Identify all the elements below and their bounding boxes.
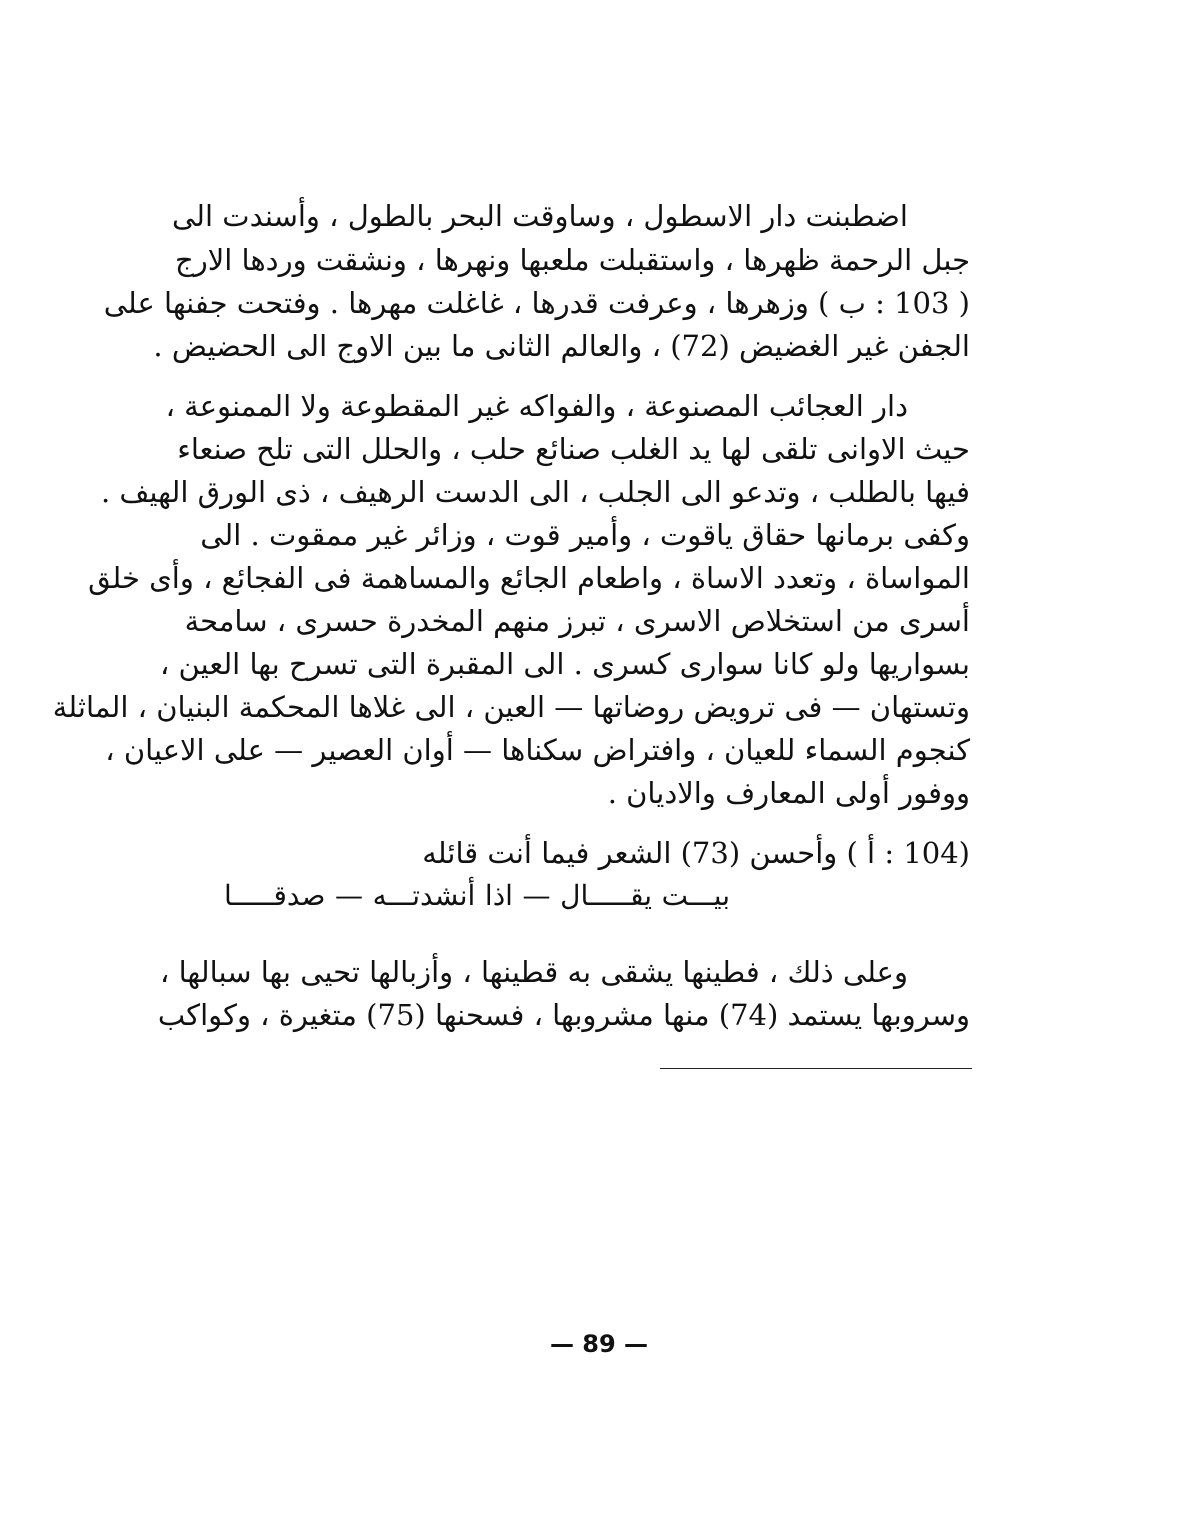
footnote-divider: [660, 1068, 972, 1069]
text-line: حيث الاوانى تلقى لها يد الغلب صنائع حلب ، والحلل التى تلح صنعاء: [177, 432, 970, 466]
text-line: اضطبنت دار الاسطول ، وساوقت البحر بالطول ، وأسندت الى: [172, 199, 908, 233]
text-line: كنجوم السماء للعيان ، وافتراض سكناها — أوان العصير — على الاعيان ،: [105, 733, 970, 767]
text-line: أسرى من استخلاص الاسرى ، تبرز منهم المخدرة حسرى ، سامحة: [184, 604, 970, 638]
text-line: وعلى ذلك ، فطينها يشقى به قطينها ، وأزبالها تحيى بها سبالها ،: [159, 955, 908, 989]
text-line: دار العجائب المصنوعة ، والفواكه غير المقطوعة ولا الممنوعة ،: [165, 389, 908, 423]
text-line: وتستهان — فى ترويض روضاتها — العين ، الى غلاها المحكمة البنيان ، الماثلة: [52, 690, 970, 724]
text-line: ( 103 : ب ) وزهرها ، وعرفت قدرها ، غاغلت مهرها . وفتحت جفنها على: [103, 286, 970, 320]
text-line: وسروبها يستمد (74) منها مشروبها ، فسحنها (75) متغيرة ، وكواكب: [157, 998, 970, 1032]
text-line: بسواريها ولو كانا سوارى كسرى . الى المقبرة التى تسرح بها العين ،: [159, 647, 970, 681]
text-line: فيها بالطلب ، وتدعو الى الجلب ، الى الدست الرهيف ، ذى الورق الهيف .: [100, 475, 970, 509]
text-line: ووفور أولى المعارف والاديان .: [607, 776, 970, 810]
text-line: جبل الرحمة ظهرها ، واستقبلت ملعبها ونهرها ، ونشقت وردها الارج: [175, 243, 970, 277]
page-number: — 89 —: [549, 1330, 649, 1358]
text-line: المواساة ، وتعدد الاساة ، واطعام الجائع والمساهمة فى الفجائع ، وأى خلق: [88, 561, 970, 595]
text-line: الجفن غير الغضيض (72) ، والعالم الثانى ما بين الاوج الى الحضيض .: [153, 329, 970, 363]
text-line: وكفى برمانها حقاق ياقوت ، وأمير قوت ، وزائر غير ممقوت . الى: [200, 518, 970, 552]
verse-line: بيـــت يقـــــال — اذا أنشدتـــه — صدقـــــا: [224, 879, 730, 912]
verse-intro: (104 : أ ) وأحسن (73) الشعر فيما أنت قائله: [422, 836, 970, 870]
